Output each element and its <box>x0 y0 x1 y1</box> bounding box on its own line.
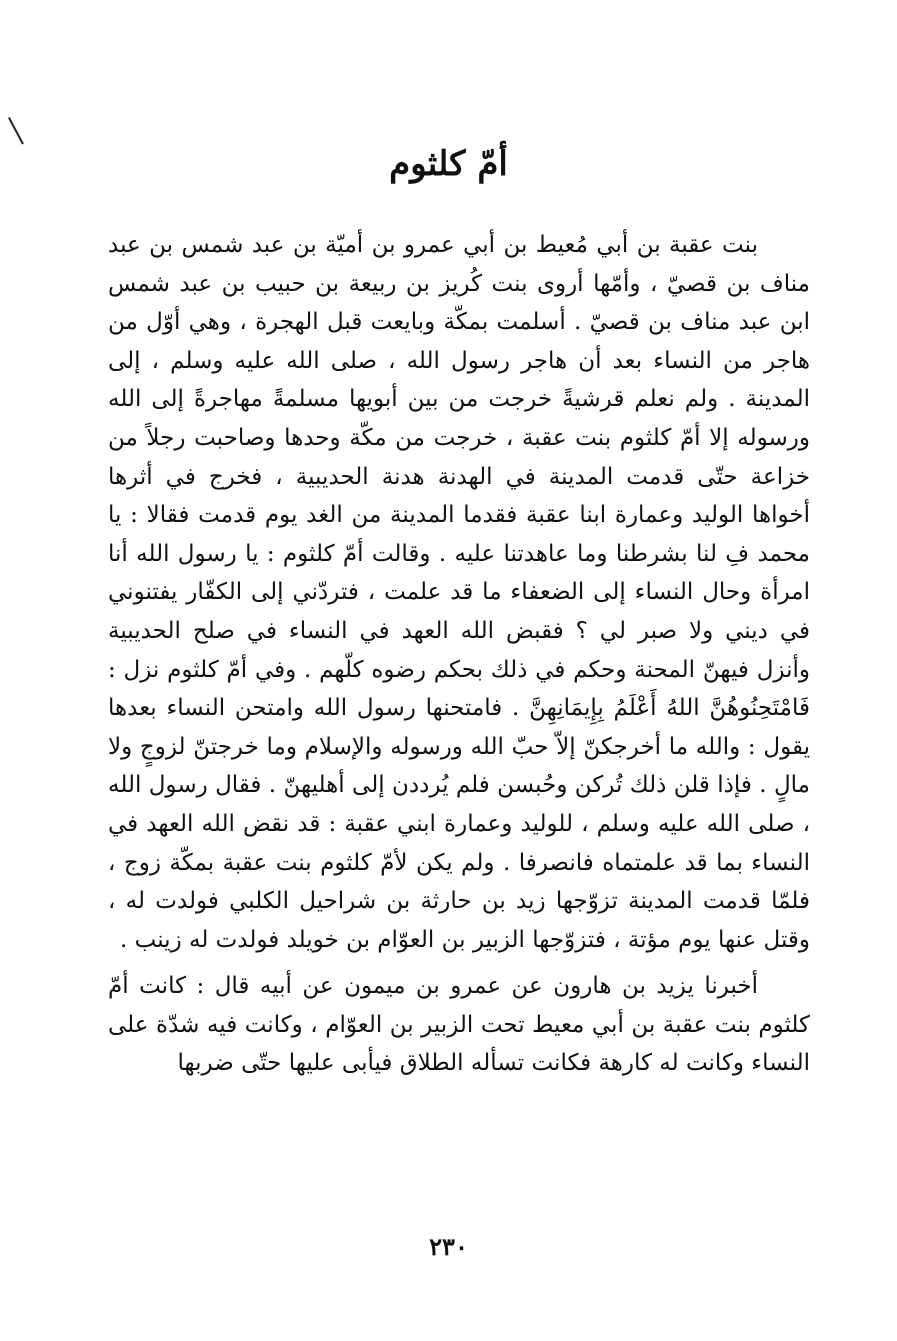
margin-mark <box>8 117 24 144</box>
page-number: ٢٣٠ <box>429 1232 468 1261</box>
paragraph-1: بنت عقبة بن أبي مُعيط بن أبي عمرو بن أميّة بن عبد شمس بن عبد مناف بن قصيّ ، وأمّها أروى بنت كُريز بن ربيعة بن حبيب بن عبد شمس ابن عبد مناف بن قصيّ . أسلمت بمكّة وبايعت قبل الهجرة ، وهي أوّل من هاجر من النساء بعد أن هاجر رسول الله ، صلى الله عليه وسلم ، إلى المدينة . ولم نعلم قرشيةً خرجت من بين أبويها مسلمةً مهاجرةً إلى الله ورسوله إلا أمّ كلثوم بنت عقبة ، خرجت من مكّة وحدها وصاحبت رجلاً من خزاعة حتّى قدمت المدينة في الهدنة هدنة الحديبية ، فخرج في أثرها أخواها الوليد وعمارة ابنا عقبة فقدما المدينة من الغد يوم قدمت فقالا : يا محمد فِ لنا بشرطنا وما عاهدتنا عليه . وقالت أمّ كلثوم : يا رسول الله أنا امرأة وحال النساء إلى الضعفاء ما قد علمت ، فتردّني إلى الكفّار يفتنوني في ديني ولا صبر لي ؟ فقبض الله العهد في النساء في صلح الحديبية وأنزل فيهنّ المحنة وحكم في ذلك بحكم رضوه كلّهم . وفي أمّ كلثوم نزل : فَامْتَحِنُوهُنَّ اللهُ أَعْلَمُ بِإِيمَانِهِنَّ . فامتحنها رسول الله وامتحن النساء بعدها يقول : والله ما أخرجكنّ إلاّ حبّ الله ورسوله والإسلام وما خرجتنّ لزوجٍ ولا مالٍ . فإذا قلن ذلك تُركن وحُبسن فلم يُرددن إلى أهليهنّ . فقال رسول الله ، صلى الله عليه وسلم ، للوليد وعمارة ابني عقبة : قد نقض الله العهد في النساء بما قد علمتماه فانصرفا . ولم يكن لأمّ كلثوم بنت عقبة بمكّة زوج ، فلمّا قدمت المدينة تزوّجها زيد بن حارثة بن شراحيل الكلبي فولدت له ، وقتل عنها يوم مؤتة ، فتزوّجها الزبير بن العوّام بن خويلد فولدت له زينب . <box>108 232 810 953</box>
paragraph-2: أخبرنا يزيد بن هارون عن عمرو بن ميمون عن أبيه قال : كانت أمّ كلثوم بنت عقبة بن أبي معيط تحت الزبير بن العوّام ، وكانت فيه شدّة على النساء وكانت له كارهة فكانت تسأله الطلاق فيأبى عليها حتّى ضربها <box>108 973 810 1077</box>
body-text <box>108 226 810 1083</box>
page-title: أمّ كلثوم <box>389 144 508 184</box>
